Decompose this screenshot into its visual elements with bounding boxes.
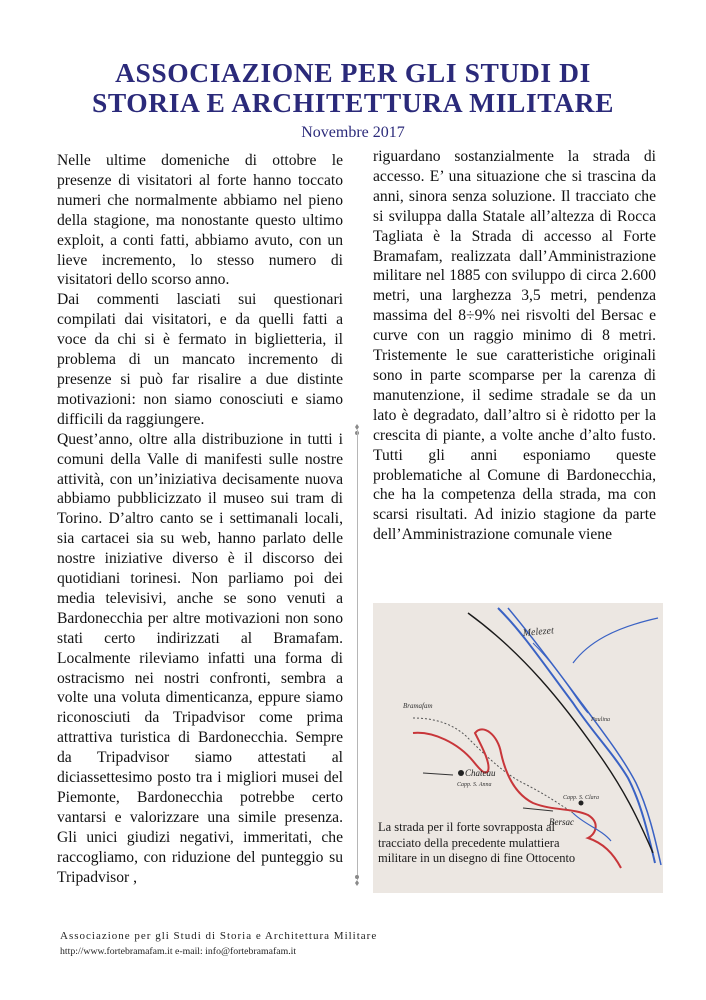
map-label-paulina: Paulina xyxy=(591,717,610,723)
map-label-bramafam: Bramafam xyxy=(403,702,433,710)
map-label-capp-clara: Capp. S. Clara xyxy=(563,795,600,801)
column-end-ornament-icon xyxy=(351,872,363,886)
map-label-chateau: Chateau xyxy=(465,768,496,778)
map-label-meleze: Melezet xyxy=(522,625,555,639)
column-divider xyxy=(357,430,358,880)
map-caption: La strada per il forte sovrapposta al tracciato della precedente mulattiera militare in un disegno di fine Ottocento xyxy=(378,820,576,865)
title-line-2: STORIA E ARCHITETTURA MILITARE xyxy=(91,87,615,118)
article-left-column xyxy=(57,151,343,888)
title-line-1: ASSOCIAZIONE PER GLI STUDI DI xyxy=(115,57,591,88)
page-title xyxy=(0,58,706,118)
map-label-bersac: Bersac xyxy=(549,817,574,827)
paragraph-3: Quest’anno, oltre alla distribuzione in tutti i comuni della Valle di manifesti sulle nostre attività, con un’iniziativa decisamente nuova abbiamo pubblicizzato il museo sui tram di Torino. D’altro canto se i settimanali locali, sia cartacei sia su web, hanno parlato delle nostre iniziative diverso è il discorso dei quotidiani torinesi. Non parliamo poi dei media televisivi, anche se sono venuti a Bardonecchia per altre motivazioni non sono stati certo indirizzati al Bramafam. Localmente rileviamo infatti una forma di ostracismo nei nostri confronti, sembra a volte una voluta dimenticanza, eppure siamo riconosciuti da Tripadvisor come prima attrattiva turistica di Bardonecchia. Sempre da Tripadvisor siamo attestati al diciassettesimo posto tra i migliori musei del Piemonte, Bardonecchia potrebbe certo vantarsi e valorizzare una simile presenza. Gli unici giudizi negativi, immeritati, che raccogliamo, con riduzione del punteggio su Tripadvisor , xyxy=(57,430,343,886)
article-right-column xyxy=(373,147,656,545)
map-label-capp-anna: Capp. S. Anna xyxy=(457,782,492,788)
footer-organization: Associazione per gli Studi di Storia e Architettura Militare xyxy=(60,930,378,942)
footer-contacts: http://www.fortebramafam.it e-mail: info@fortebramafam.it xyxy=(60,946,297,957)
paragraph-2: Dai commenti lasciati sui questionari compilati dai visitatori, e da quelli fatti a voce da chi si è fermato in biglietteria, il problema di un mancato incremento di presenze si può far risalire a due distinte motivazioni: non siamo conosciuti e siamo difficili da raggiungere. xyxy=(57,291,343,428)
issue-date: Novembre 2017 xyxy=(301,124,405,141)
paragraph-1: Nelle ultime domeniche di ottobre le presenze di visitatori al forte hanno toccato numeri che normalmente abbiamo nel pieno della stagione, ma nonostante questo ultimo exploit, a conti fatti, abbiamo avuto, con un lieve incremento, lo stesso numero di visitatori dello scorso anno. xyxy=(57,152,343,289)
paragraph-continued: riguardano sostanzialmente la strada di accesso. E’ una situazione che si trascina da anni, sinora senza soluzione. Il tracciato che si sviluppa dalla Statale all’altezza di Rocca Tagliata è la Strada di accesso al Forte Bramafam, realizzata dall’Amministrazione militare nel 1885 con sviluppo di circa 2.600 metri, una larghezza 3,5 metri, pendenza massima del 8÷9% nei risvolti del Bersac e curve con un raggio minimo di 8 metri. Tristemente le sue caratteristiche originali sono in parte scomparse per la carenza di manutenzione, il sedime stradale se da un lato è degradato, dall’altro si è ridotto per la crescita di piante, a volte anche d’alto fusto. Tutti gli anni esponiamo queste problematiche al Comune di Bardonecchia, che ha la competenza della strada, ma con scarsi risultati. Ad inizio stagione da parte dell’Amministrazione comunale viene xyxy=(373,148,656,544)
